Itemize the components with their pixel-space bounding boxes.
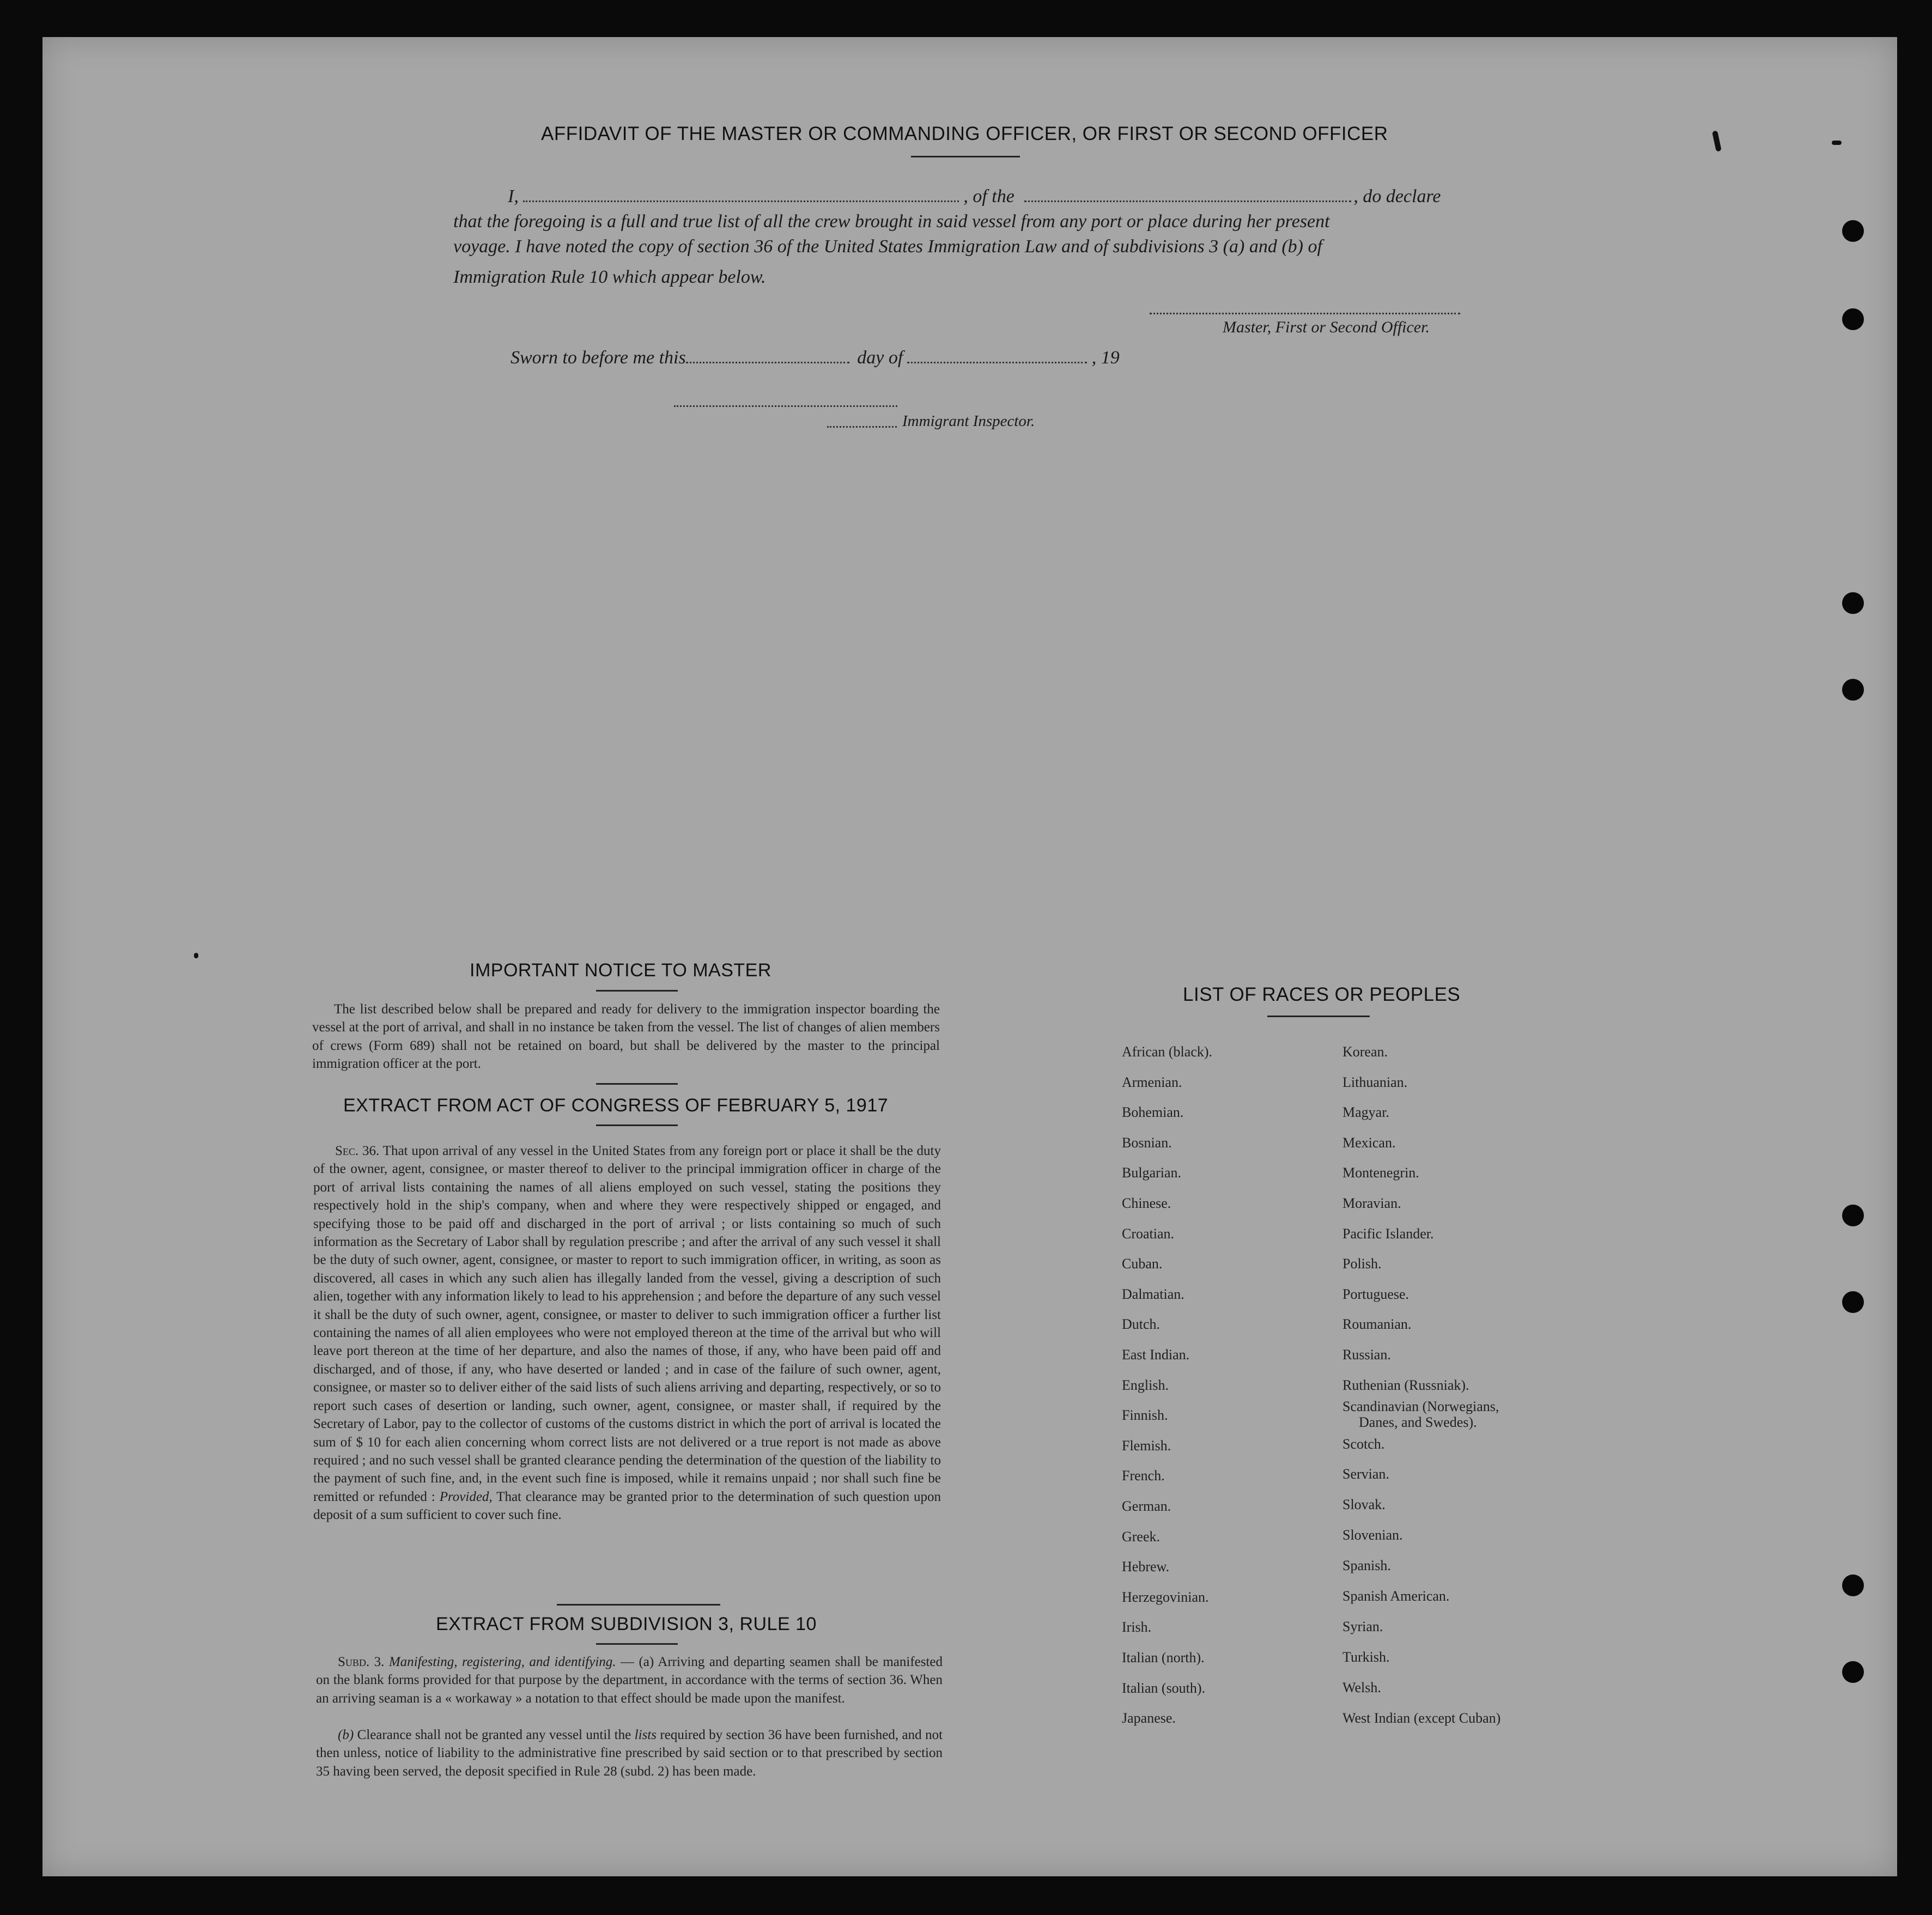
binder-hole <box>1842 592 1864 614</box>
name-field[interactable] <box>523 200 959 202</box>
race-left-item: Hebrew. <box>1122 1559 1170 1574</box>
race-right-item: Welsh. <box>1342 1680 1381 1695</box>
document-sheet <box>42 37 1897 1876</box>
race-left-item: Bosnian. <box>1122 1135 1172 1151</box>
notice-end-rule <box>596 1083 678 1085</box>
race-right-item: Scandinavian (Norwegians, <box>1342 1399 1499 1414</box>
race-left-item: Croatian. <box>1122 1226 1175 1242</box>
races-title-rule <box>1267 1016 1370 1017</box>
race-right-item: Russian. <box>1342 1347 1391 1363</box>
race-left-item: Chinese. <box>1122 1195 1171 1211</box>
race-right-item: Moravian. <box>1342 1195 1401 1211</box>
notice-title-rule <box>596 990 678 992</box>
act-end-rule <box>557 1604 720 1606</box>
race-right-item: Mexican. <box>1342 1135 1396 1151</box>
sworn-day-of: day of <box>857 348 903 368</box>
rule10-part-b-lists: lists <box>634 1728 657 1742</box>
race-right-item: Scotch. <box>1342 1436 1385 1452</box>
affidavit-line-3: voyage. I have noted the copy of section 36 of the United States Immigration Law and of subdivisions 3 (a) and (b) of <box>453 236 1322 257</box>
vessel-field[interactable] <box>1024 200 1351 202</box>
binder-hole <box>1842 1661 1864 1683</box>
ink-mark <box>194 953 198 958</box>
race-left-item: Cuban. <box>1122 1256 1163 1272</box>
race-left-item: Dalmatian. <box>1122 1286 1184 1302</box>
race-right-item-cont: Danes, and Swedes). <box>1359 1414 1477 1430</box>
rule10-part-b-label: (b) <box>338 1728 354 1742</box>
races-title: LIST OF RACES OR PEOPLES <box>1183 984 1461 1005</box>
race-left-item: Bulgarian. <box>1122 1165 1182 1181</box>
sworn-day-field[interactable] <box>686 361 849 363</box>
rule10-part-b-text-1: Clearance shall not be granted any vessel until the <box>357 1728 631 1742</box>
act-section-label: Sec. 36. <box>335 1144 380 1158</box>
binder-hole <box>1842 679 1864 701</box>
race-right-item: Polish. <box>1342 1256 1382 1272</box>
race-left-item: Japanese. <box>1122 1710 1176 1726</box>
race-right-item: Pacific Islander. <box>1342 1226 1434 1242</box>
race-left-item: Armenian. <box>1122 1074 1182 1090</box>
binder-hole <box>1842 1205 1864 1226</box>
race-right-item: Ruthenian (Russniak). <box>1342 1377 1469 1393</box>
race-right-item: Portuguese. <box>1342 1286 1409 1302</box>
race-right-item: Slovak. <box>1342 1497 1386 1512</box>
sworn-line <box>511 345 1120 370</box>
affidavit-title: AFFIDAVIT OF THE MASTER OR COMMANDING OFFICER, OR FIRST OR SECOND OFFICER <box>541 123 1388 144</box>
race-left-item: Italian (north). <box>1122 1650 1205 1665</box>
affidavit-line-2: that the foregoing is a full and true list of all the crew brought in said vessel from any port or place during her present <box>453 211 1330 232</box>
rule10-part-a-label: — (a) <box>621 1655 654 1669</box>
binder-hole <box>1842 220 1864 242</box>
notice-body: The list described below shall be prepared and ready for delivery to the immigration inspector boarding the vessel at the port of arrival, and shall in no instance be taken from the vessel. The list of changes of alien members of crews (Form 689) shall not be retained on board, but shall be delivered by the master to the principal immigration officer at the port. <box>312 1002 940 1072</box>
race-left-item: Flemish. <box>1122 1438 1171 1454</box>
rule10-subd-label: Subd. 3. <box>338 1655 385 1669</box>
act-text <box>313 1142 941 1524</box>
race-left-item: German. <box>1122 1498 1171 1514</box>
inspector-signature-field-short[interactable] <box>827 425 897 428</box>
act-title: EXTRACT FROM ACT OF CONGRESS OF FEBRUARY 5, 1917 <box>343 1095 889 1116</box>
inspector-signature-field[interactable] <box>674 404 897 407</box>
race-left-item: French. <box>1122 1468 1165 1484</box>
race-right-item: Magyar. <box>1342 1104 1389 1120</box>
race-left-item: English. <box>1122 1377 1169 1393</box>
act-provided: Provided, <box>439 1489 493 1504</box>
rule10-title: EXTRACT FROM SUBDIVISION 3, RULE 10 <box>436 1614 817 1634</box>
race-right-item: Roumanian. <box>1342 1316 1412 1332</box>
affidavit-of-the: , of the <box>963 186 1014 206</box>
race-left-item: Italian (south). <box>1122 1680 1206 1696</box>
rule10-part-a-text: Arriving and departing seamen shall be manifested on the blank forms provided for that purpose by the department, in accordance with the terms of section 36. When an arriving seaman is a « workaway » a notation to that effect should be made upon the manifest. <box>316 1655 943 1706</box>
inspector-label: Immigrant Inspector. <box>902 412 1035 430</box>
binder-hole <box>1842 1291 1864 1313</box>
ink-mark <box>1832 141 1842 145</box>
race-left-item: Herzegovinian. <box>1122 1589 1209 1605</box>
act-title-rule <box>596 1124 678 1126</box>
rule10-part-b <box>316 1726 943 1780</box>
race-right-item: Lithuanian. <box>1342 1074 1408 1090</box>
affidavit-title-rule <box>911 156 1020 157</box>
race-right-item: West Indian (except Cuban) <box>1342 1710 1501 1726</box>
race-right-item: Turkish. <box>1342 1649 1390 1665</box>
sworn-prefix: Sworn to before me this <box>511 348 686 368</box>
race-right-item: Spanish. <box>1342 1558 1391 1573</box>
rule10-title-rule <box>596 1643 678 1645</box>
rule10-part-b-text-2: required by section 36 have been furnished, and not then unless, notice of liability to the administrative fine prescribed by said section or to that prescribed by section 35 having been served, the deposit specified in Rule 28 (subd. 2) has been made. <box>316 1728 943 1779</box>
sworn-month-field[interactable] <box>907 361 1087 363</box>
binder-hole <box>1842 308 1864 330</box>
affidavit-line-1 <box>508 184 1483 209</box>
act-body: That upon arrival of any vessel in the United States from any foreign port or place it shall be the duty of the owner, agent, consignee, or master thereof to deliver to the principal immigration officer in charge of the port of arrival lists containing the names of all aliens employed on such vessel, stating the positions they respectively hold in the ship's company, when and where they were respectively shipped or engaged, and specifying those to be paid off and discharged in the port of arrival ; or lists containing so much of such information as the Secretary of Labor shall by regulation prescribe ; and after the arrival of any such vessel it shall be the duty of such owner, agent, consignee, or master to report to such immigration officer, in writing, as soon as discovered, all cases in which any such alien has illegally landed from the vessel, giving a description of such alien, together with any information likely to lead to his apprehension ; and before the departure of any such vessel it shall be the duty of such owner, agent, consignee, or master to deliver to such immigration officer a further list containing the names of all alien employees who were not employed thereon at the time of the arrival but who will leave port thereon at the time of her departure, and also the names of those, if any, who have been paid off and discharged, and of those, if any, who have deserted or landed ; and in case of the failure of such owner, agent, consignee, or master so to deliver either of the said lists of such aliens arriving and departing, respectively, or so to report such cases of desertion or landing, such owner, agent, consignee, or master shall, if required by the Secretary of Labor, pay to the collector of customs of the customs district in which the port of arrival is located the sum of $ 10 for each alien concerning whom correct lists are not delivered or a true report is not made as above required ; and no such vessel shall be granted clearance pending the determination of the question of the liability to the payment of such fine, and, in the event such fine is imposed, while it remains unpaid ; nor shall such fine be remitted or refunded : <box>313 1144 941 1504</box>
race-right-item: Slovenian. <box>1342 1527 1403 1543</box>
binder-hole <box>1842 1574 1864 1596</box>
race-left-item: Greek. <box>1122 1529 1161 1545</box>
race-left-item: East Indian. <box>1122 1347 1190 1363</box>
notice-text <box>312 1000 940 1073</box>
race-left-item: Irish. <box>1122 1619 1152 1635</box>
affidavit-i: I, <box>508 186 519 206</box>
rule10-part-a <box>316 1653 943 1707</box>
sworn-year: , 19 <box>1091 348 1120 368</box>
race-right-item: Spanish American. <box>1342 1588 1450 1604</box>
notice-title: IMPORTANT NOTICE TO MASTER <box>470 960 771 981</box>
race-right-item: Montenegrin. <box>1342 1165 1419 1181</box>
rule10-subd-heading: Manifesting, registering, and identifying. <box>388 1655 616 1669</box>
race-left-item: Finnish. <box>1122 1407 1168 1423</box>
act-body-end: That clearance may be granted prior to the determination of such question upon deposit of a sum sufficient to cover such fine. <box>313 1489 941 1523</box>
race-right-item: Servian. <box>1342 1466 1389 1482</box>
race-right-item: Korean. <box>1342 1044 1388 1060</box>
affidavit-do-declare: , do declare <box>1353 186 1441 206</box>
officer-signature-label: Master, First or Second Officer. <box>1223 318 1430 336</box>
race-left-item: Dutch. <box>1122 1316 1161 1332</box>
race-left-item: Bohemian. <box>1122 1104 1184 1120</box>
affidavit-line-4: Immigration Rule 10 which appear below. <box>453 267 766 287</box>
race-left-item: African (black). <box>1122 1044 1213 1060</box>
officer-signature-field[interactable] <box>1150 312 1460 314</box>
race-right-item: Syrian. <box>1342 1619 1383 1634</box>
